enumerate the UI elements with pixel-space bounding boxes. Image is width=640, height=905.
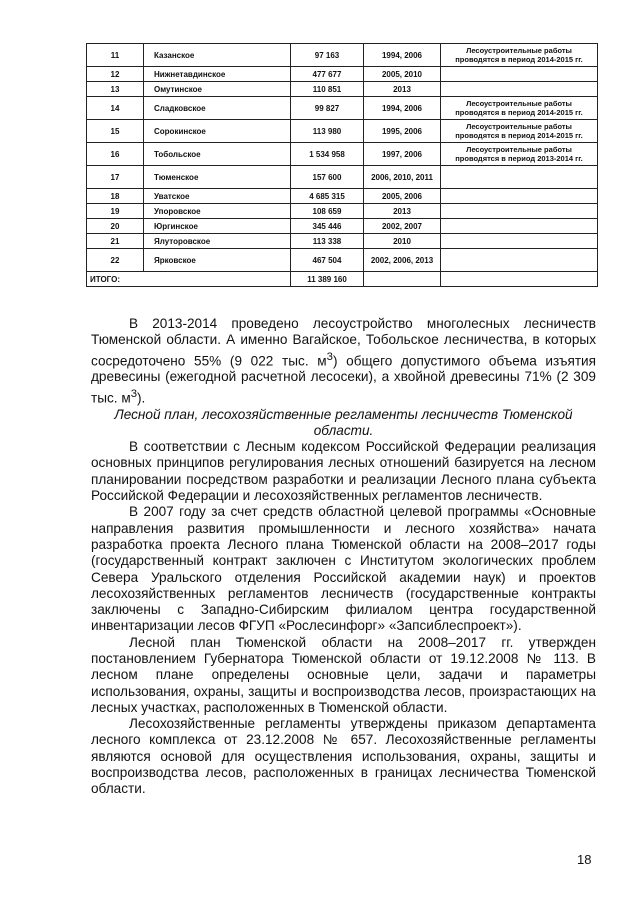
survey-note: Лесоустроительные работы проводятся в период 2013-2014 гг.: [441, 143, 598, 166]
forestry-area: 99 827: [291, 97, 364, 120]
survey-note: Лесоустроительные работы проводятся в период 2014-2015 гг.: [441, 44, 598, 67]
forestry-name: Сладковское: [144, 97, 291, 120]
paragraph-text: В 2013-2014 проведено лесоустройство многолесных лесничеств Тюменской области. А именно Вагайское, Тобольское лесничества, в которых сосредоточено 55% (9 022 тыс. м: [91, 316, 596, 369]
survey-note: [441, 219, 598, 234]
survey-years: 2005, 2006: [364, 189, 441, 204]
survey-note: [441, 234, 598, 249]
table-row: [87, 82, 598, 97]
forestry-table: [86, 43, 598, 287]
superscript: 3: [326, 350, 333, 363]
table-row: [87, 67, 598, 82]
forestry-area: 477 677: [291, 67, 364, 82]
table-row: [87, 204, 598, 219]
superscript: 3: [130, 387, 138, 400]
forestry-area: 467 504: [291, 249, 364, 272]
survey-years: 2002, 2006, 2013: [364, 249, 441, 272]
paragraph-forest-survey: [91, 316, 596, 407]
survey-years: 1995, 2006: [364, 120, 441, 143]
row-number: 19: [87, 204, 144, 219]
survey-years: 2013: [364, 204, 441, 219]
section-heading: Лесной план, лесохозяйственные регламенты лесничеств Тюменской области.: [114, 406, 573, 438]
row-number: 12: [87, 67, 144, 82]
total-value: 11 389 160: [291, 272, 364, 287]
row-number: 21: [87, 234, 144, 249]
table-row: [87, 189, 598, 204]
total-label: ИТОГО:: [87, 272, 291, 287]
survey-years: 2006, 2010, 2011: [364, 166, 441, 189]
survey-years: 2005, 2010: [364, 67, 441, 82]
forestry-name: Сорокинское: [144, 120, 291, 143]
table-row: [87, 249, 598, 272]
row-number: 15: [87, 120, 144, 143]
forestry-area: 345 446: [291, 219, 364, 234]
table-row: [87, 44, 598, 67]
forestry-area: 97 163: [291, 44, 364, 67]
table-row: [87, 97, 598, 120]
table-row: [87, 166, 598, 189]
forestry-area: 157 600: [291, 166, 364, 189]
forestry-name: Юргинское: [144, 219, 291, 234]
paragraph-forest-code: В соответствии с Лесным кодексом Российской Федерации реализация основных принципов регулирования лесных отношений базируется на лесном планировании посредством разработки и реализации Лесного плана субъекта Российской Федерации и лесохозяйственных регламентов лесничеств.: [91, 439, 596, 504]
row-number: 17: [87, 166, 144, 189]
forestry-area: 113 980: [291, 120, 364, 143]
row-number: 11: [87, 44, 144, 67]
forestry-area: 113 338: [291, 234, 364, 249]
forestry-area: 110 851: [291, 82, 364, 97]
forestry-name: Ялуторовское: [144, 234, 291, 249]
forestry-name: Упоровское: [144, 204, 291, 219]
survey-note: [441, 249, 598, 272]
paragraph-text: ) общего допустимого объема изъятия древесины (ежегодной расчетной лесосеки), а хвойной древесины 71% (2 309 тыс. м: [91, 353, 596, 406]
survey-years: 1994, 2006: [364, 44, 441, 67]
paragraph-regulations: Лесохозяйственные регламенты утверждены приказом департамента лесного комплекса от 23.12.2008 № 657. Лесохозяйственные регламенты являются основой для осуществления использования, охраны, защиты и воспроизводства лесов, расположенных в границах лесничества Тюменской области.: [91, 716, 596, 797]
table-row: [87, 219, 598, 234]
survey-note: [441, 189, 598, 204]
table-row: [87, 143, 598, 166]
forestry-name: Тобольское: [144, 143, 291, 166]
row-number: 18: [87, 189, 144, 204]
row-number: 16: [87, 143, 144, 166]
survey-note: Лесоустроительные работы проводятся в период 2014-2015 гг.: [441, 97, 598, 120]
total-empty-cell: [441, 272, 598, 287]
survey-note: [441, 204, 598, 219]
forestry-area: 108 659: [291, 204, 364, 219]
paragraph-forest-plan-development: В 2007 году за счет средств областной целевой программы «Основные направления развития промышленности и лесного хозяйства» начата разработка проекта Лесного плана Тюменской области на 2008–2017 годы (государственный контракт заключен с Институтом экологических проблем Севера Уральского отделения Российской академии наук) и проектов лесохозяйственных регламентов лесничеств (государственные контракты заключены с Западно-Сибирским филиалом центра государственной инвентаризации лесов ФГУП «Рослесинфорг» «Запсиблеспроект»).: [91, 504, 596, 634]
forestry-name: Уватское: [144, 189, 291, 204]
table-row: [87, 234, 598, 249]
total-empty-cell: [364, 272, 441, 287]
forestry-name: Омутинское: [144, 82, 291, 97]
survey-years: 2010: [364, 234, 441, 249]
survey-years: 2013: [364, 82, 441, 97]
paragraph-forest-plan-approval: Лесной план Тюменской области на 2008–2017 гг. утвержден постановлением Губернатора Тюменской области от 19.12.2008 № 113. В лесном плане определены основные цели, задачи и параметры использования, охраны, защиты и воспроизводства лесов, произрастающих на лесных участках, расположенных в Тюменской области.: [91, 634, 596, 715]
total-row: [87, 272, 598, 287]
survey-note: [441, 67, 598, 82]
survey-note: Лесоустроительные работы проводятся в период 2014-2015 гг.: [441, 120, 598, 143]
forestry-name: Тюменское: [144, 166, 291, 189]
row-number: 22: [87, 249, 144, 272]
forestry-area: 4 685 315: [291, 189, 364, 204]
survey-years: 2002, 2007: [364, 219, 441, 234]
forestry-name: Нижнетавдинское: [144, 67, 291, 82]
survey-note: [441, 82, 598, 97]
forestry-name: Ярковское: [144, 249, 291, 272]
page-number: 18: [577, 852, 592, 867]
forestry-area: 1 534 958: [291, 143, 364, 166]
paragraph-text: ).: [137, 390, 146, 406]
row-number: 14: [87, 97, 144, 120]
body-text: [91, 316, 596, 798]
row-number: 20: [87, 219, 144, 234]
survey-years: 1994, 2006: [364, 97, 441, 120]
survey-note: [441, 166, 598, 189]
row-number: 13: [87, 82, 144, 97]
forestry-name: Казанское: [144, 44, 291, 67]
table-row: [87, 120, 598, 143]
survey-years: 1997, 2006: [364, 143, 441, 166]
